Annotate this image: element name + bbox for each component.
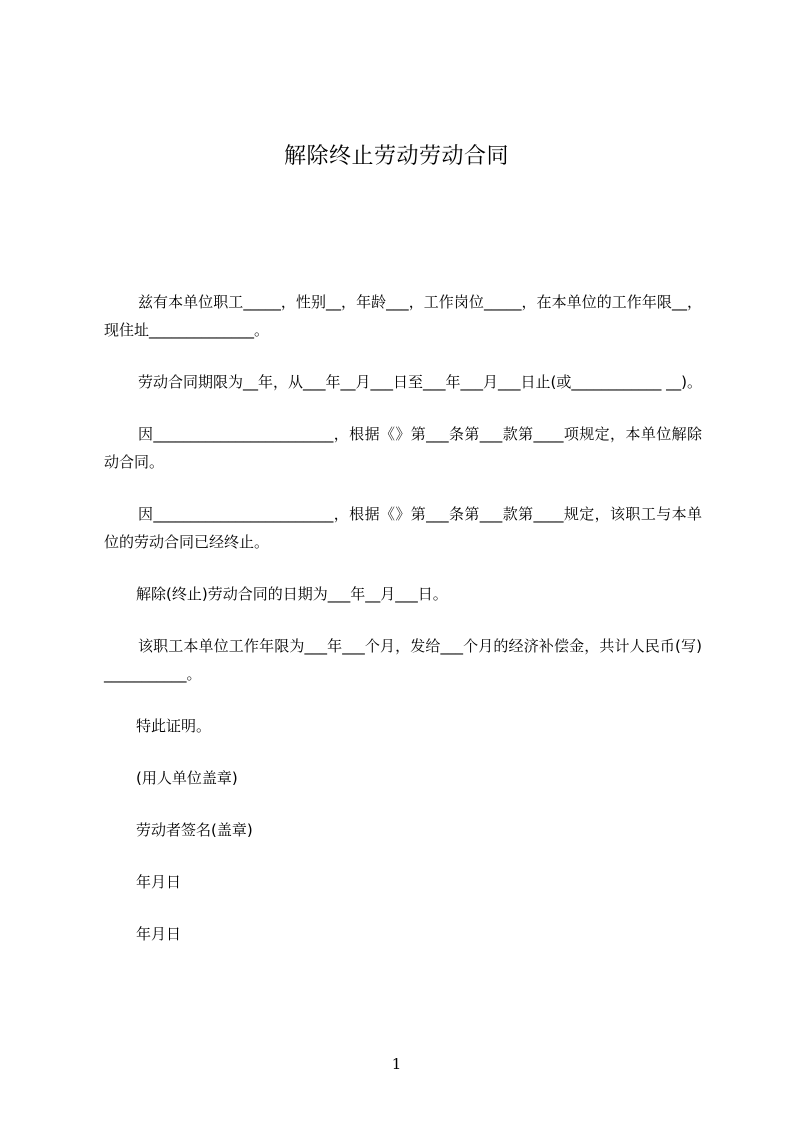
paragraph-termination-reason: 因________________________，根据《》第___条第___款第____项规定，本单位解除动合同。 xyxy=(104,425,702,471)
certification-line: 特此证明。 xyxy=(136,717,212,735)
paragraph-expiry-reason: 因________________________，根据《》第___条第___款第____规定，该职工与本单位的劳动合同已经终止。 xyxy=(104,505,702,551)
paragraph-termination-date: 解除(终止)劳动合同的日期为___年__月___日。 xyxy=(136,585,448,603)
date-line: 年月日 xyxy=(136,873,182,891)
document-title: 解除终止劳动劳动合同 xyxy=(283,144,509,169)
paragraph-compensation: 该职工本单位工作年限为___年___个月，发给___个月的经济补偿金，共计人民币(写)___________。 xyxy=(104,637,702,683)
worker-signature-line: 劳动者签名(盖章) xyxy=(136,821,253,839)
page-number: 1 xyxy=(391,1055,402,1073)
document-body xyxy=(104,288,702,948)
date-line: 年月日 xyxy=(136,925,182,943)
paragraph-contract-term: 劳动合同期限为__年，从___年__月___日至___年___月___日止(或____________ __)。 xyxy=(138,373,702,391)
paragraph-employee-info: 兹有本单位职工_____，性别__，年龄___，工作岗位_____，在本单位的工作年限__，现住址______________。 xyxy=(104,293,702,339)
employer-seal-line: (用人单位盖章) xyxy=(136,769,238,787)
